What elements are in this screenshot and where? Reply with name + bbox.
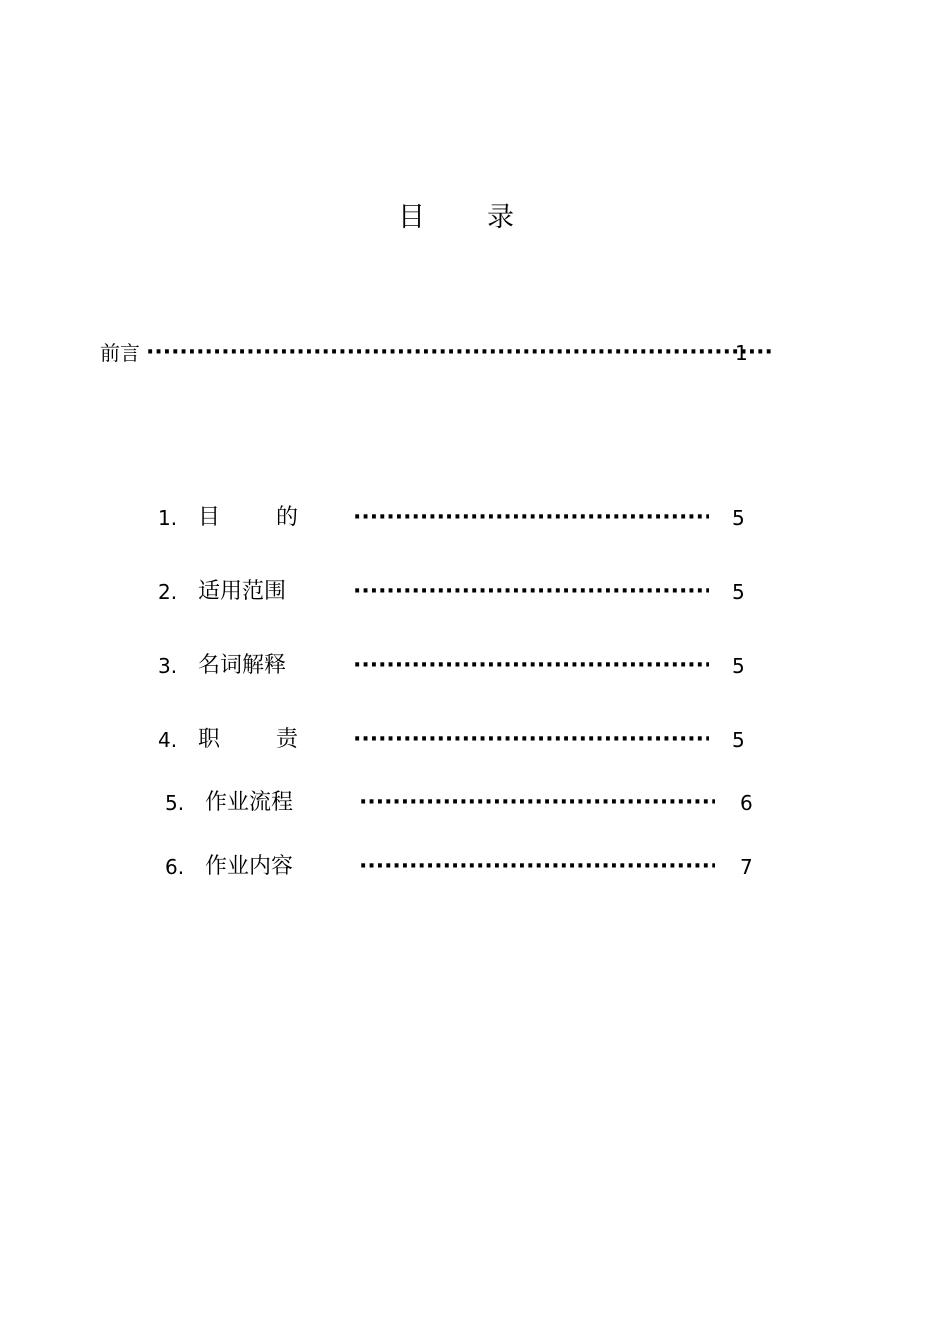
toc-entry-page: 1: [735, 341, 748, 365]
toc-entry-number: 2.: [158, 580, 178, 604]
dot-leader: [353, 577, 709, 607]
toc-entry-1[interactable]: [158, 503, 758, 533]
toc-title: [398, 198, 514, 238]
toc-entry-5[interactable]: [165, 788, 765, 818]
toc-entry-6[interactable]: [165, 852, 765, 882]
dot-leader: [359, 852, 715, 882]
dot-leader: [353, 503, 709, 533]
toc-entry-number: 5.: [165, 791, 185, 815]
toc-entry-page: 7: [740, 855, 753, 879]
toc-title-char-2: 录: [487, 202, 514, 233]
toc-entry-number: 3.: [158, 654, 178, 678]
toc-entry-page: 5: [732, 580, 745, 604]
dot-leader: [353, 651, 709, 681]
toc-entry-label-char-1: 目: [198, 505, 221, 530]
toc-entry-page: 5: [732, 654, 745, 678]
toc-entry-label-char-2: 责: [276, 727, 299, 752]
dot-leader: [146, 338, 774, 368]
dot-leader: [359, 788, 715, 818]
toc-title-char-1: 目: [398, 202, 425, 233]
toc-entry-label: 名词解释: [198, 653, 287, 678]
toc-entry-number: 4.: [158, 728, 178, 752]
toc-entry-page: 5: [732, 506, 745, 530]
dot-leader: [353, 725, 709, 755]
toc-entry-label: 作业流程: [205, 790, 294, 815]
toc-entry-label: 作业内容: [205, 854, 294, 879]
toc-entry-3[interactable]: [158, 651, 758, 681]
toc-entry-page: 6: [740, 791, 753, 815]
toc-entry-label: [198, 725, 298, 755]
toc-entry-label: [198, 503, 298, 533]
toc-entry-number: 1.: [158, 506, 178, 530]
toc-entry-page: 5: [732, 728, 745, 752]
toc-entry-label-char-1: 职: [198, 727, 221, 752]
toc-entry-preface[interactable]: [100, 338, 760, 368]
toc-entry-2[interactable]: [158, 577, 758, 607]
toc-entry-label: 适用范围: [198, 579, 287, 604]
toc-entry-4[interactable]: [158, 725, 758, 755]
toc-entry-number: 6.: [165, 855, 185, 879]
toc-entry-label-char-2: 的: [276, 505, 299, 530]
toc-entry-label: 前言: [100, 341, 140, 365]
